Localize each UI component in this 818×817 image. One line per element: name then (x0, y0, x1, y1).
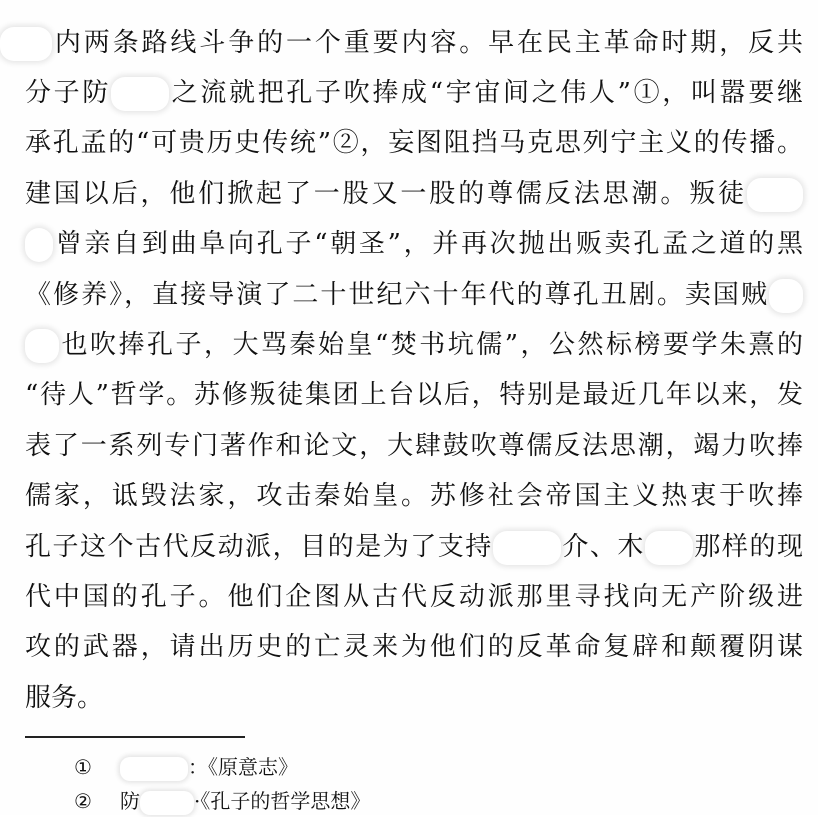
footnote-text: ·《孔子的哲学思想》 (194, 789, 371, 813)
line-text: “待人”哲学。苏修叛徒集团上台以后，特别是最近几年以来，发 (25, 380, 803, 410)
footnote-separator (25, 736, 245, 738)
redaction-mark (645, 531, 693, 565)
line-text: 那样的现 (692, 532, 803, 562)
line-text: 承孔孟的“可贵历史传统”②，妄图阻挡马克思列宁主义的传播。 (25, 128, 803, 158)
redaction-mark (120, 757, 188, 781)
line-text: 代中国的孔子。他们企图从古代反动派那里寻找向无产阶级进 (25, 582, 803, 612)
line-text: 曾亲自到曲阜向孔子“朝圣”，并再次抛出贩卖孔孟之道的黑 (53, 229, 803, 259)
redaction-mark (25, 228, 53, 262)
line-text: 建国以后，他们掀起了一股又一股的尊儒反法思潮。叛徒 (25, 179, 747, 209)
line-text: 儒家，诋毁法家，攻击秦始皇。苏修社会帝国主义热衷于吹捧 (25, 481, 803, 511)
text-line-12 (25, 572, 803, 622)
text-line-11 (25, 522, 803, 572)
line-text: 之流就把孔子吹捧成“宇宙间之伟人”①，叫嚣要继 (169, 78, 803, 108)
line-text: 介、木 (560, 532, 645, 562)
text-line-8 (25, 370, 803, 420)
footnote-text: ：《原意志》 (188, 755, 298, 779)
footnote-marker: ② (74, 789, 92, 813)
text-line-13 (25, 622, 803, 672)
text-line-9 (25, 421, 803, 471)
redaction-mark (493, 531, 561, 565)
redaction-mark (747, 178, 803, 212)
text-line-7 (25, 320, 803, 370)
text-line-2 (25, 68, 803, 118)
line-text: 攻的武器，请出历史的亡灵来为他们的反革命复辟和颠覆阴谋 (25, 632, 803, 662)
footnote-1 (74, 751, 298, 783)
redaction-mark (0, 27, 52, 61)
line-text: 表了一系列专门著作和论文，大肆鼓吹尊儒反法思潮，竭力吹捧 (25, 431, 803, 461)
footnote-marker: ① (74, 755, 92, 779)
redaction-mark (769, 279, 803, 313)
line-text: 内两条路线斗争的一个重要内容。早在民主革命时期，反共 (52, 28, 803, 58)
footnote-2 (74, 785, 370, 817)
text-line-1 (25, 18, 803, 68)
line-text: 孔子这个古代反动派，目的是为了支持 (25, 532, 493, 562)
text-line-10 (25, 471, 803, 521)
text-line-4 (25, 169, 803, 219)
line-text: 服务。 (25, 683, 104, 713)
text-line-5 (25, 219, 803, 269)
redaction-mark (111, 77, 169, 111)
footnote-author: 防 (120, 789, 140, 813)
text-line-3 (25, 118, 803, 168)
text-line-6 (25, 270, 803, 320)
redaction-mark (140, 791, 194, 815)
text-line-14 (25, 673, 803, 723)
redaction-mark (25, 329, 59, 363)
line-text: 分子防 (25, 78, 112, 108)
line-text: 也吹捧孔子，大骂秦始皇“焚书坑儒”，公然标榜要学朱熹的 (59, 330, 803, 360)
line-text: 《修养》，直接导演了二十世纪六十年代的尊孔丑剧。卖国贼 (25, 280, 769, 310)
